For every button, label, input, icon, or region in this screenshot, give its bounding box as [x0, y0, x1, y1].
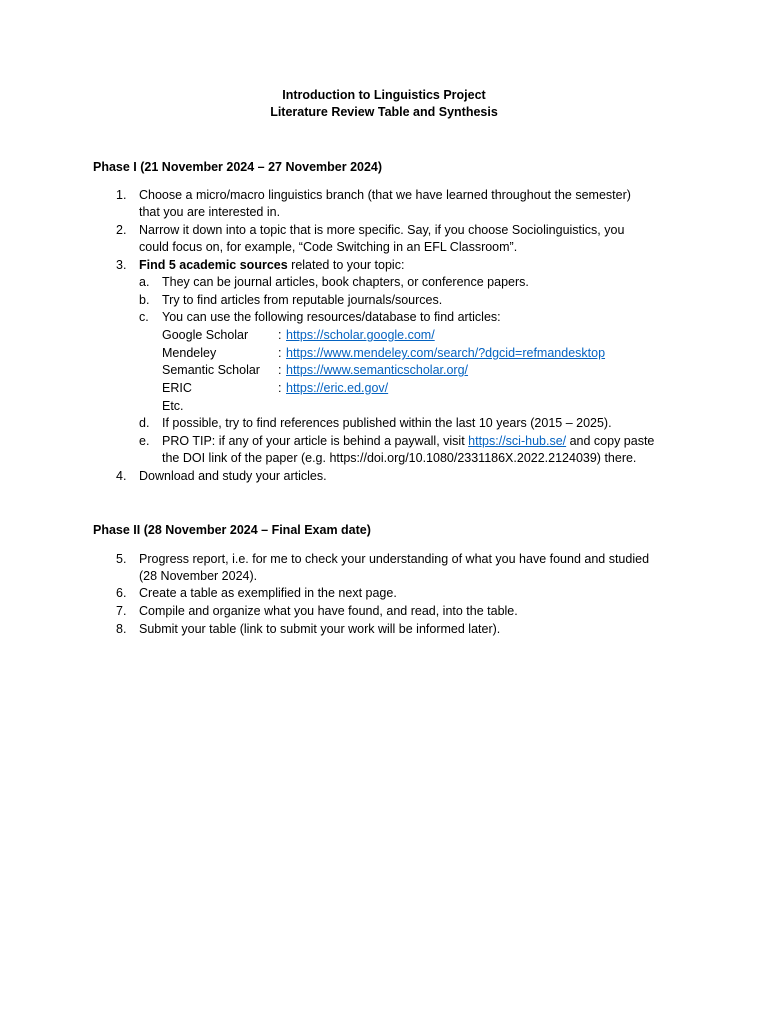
sub-item-text: the DOI link of the paper (e.g. https://doi.org/10.1080/2331186X.2022.2124039) there. [162, 451, 637, 465]
item-number: 4. [116, 469, 127, 483]
resource-etc: Etc. [162, 399, 184, 413]
resource-name: Semantic Scholar [162, 363, 260, 377]
list-item-text: Compile and organize what you have found, and read, into the table. [139, 604, 518, 618]
sub-letter: d. [139, 416, 150, 430]
google-scholar-link[interactable]: https://scholar.google.com/ [286, 328, 435, 342]
resource-separator: : [278, 363, 282, 377]
phase1-heading: Phase I (21 November 2024 – 27 November 2024) [93, 160, 383, 174]
item-number: 5. [116, 552, 127, 566]
sub-letter: e. [139, 434, 150, 448]
list-item-rest: related to your topic: [287, 258, 405, 272]
list-item-text [139, 257, 404, 274]
item-number: 2. [116, 223, 127, 237]
semantic-scholar-link[interactable]: https://www.semanticscholar.org/ [286, 363, 469, 377]
resource-separator: : [278, 346, 282, 360]
resource-name: Mendeley [162, 346, 217, 360]
sub-item-text: You can use the following resources/database to find articles: [162, 310, 501, 324]
sub-item-text [162, 433, 654, 450]
list-item-text: Progress report, i.e. for me to check your understanding of what you have found and studied [139, 552, 650, 566]
list-item-text: Submit your table (link to submit your work will be informed later). [139, 622, 501, 636]
sub-letter: b. [139, 293, 150, 307]
list-item-text: could focus on, for example, “Code Switching in an EFL Classroom”. [139, 240, 518, 254]
item-number: 7. [116, 604, 127, 618]
mendeley-link[interactable]: https://www.mendeley.com/search/?dgcid=refmandesktop [286, 346, 606, 360]
item-number: 8. [116, 622, 127, 636]
resource-name: ERIC [162, 381, 192, 395]
list-item-text: Narrow it down into a topic that is more specific. Say, if you choose Sociolinguistics, you [139, 223, 625, 237]
resource-separator: : [278, 328, 282, 342]
list-item-text: (28 November 2024). [139, 569, 258, 583]
sub-item-text: If possible, try to find references published within the last 10 years (2015 – 2025). [162, 416, 612, 430]
sub-letter: a. [139, 275, 150, 289]
emphasis-text: Find 5 academic sources [139, 258, 288, 272]
document-title: Introduction to Linguistics Project [282, 88, 486, 102]
item-number: 3. [116, 258, 127, 272]
item-number: 1. [116, 188, 127, 202]
list-item-text: Download and study your articles. [139, 469, 327, 483]
sub-item-text: Try to find articles from reputable journals/sources. [162, 293, 443, 307]
list-item-text: Create a table as exemplified in the next page. [139, 586, 397, 600]
list-item-text: Choose a micro/macro linguistics branch (that we have learned throughout the semester) [139, 188, 631, 202]
document-subtitle: Literature Review Table and Synthesis [270, 105, 498, 119]
list-item-text: that you are interested in. [139, 205, 281, 219]
item-number: 6. [116, 586, 127, 600]
pro-tip-text: PRO TIP: if any of your article is behind a paywall, visit [162, 434, 469, 448]
pro-tip-rest: and copy paste [566, 434, 655, 448]
phase2-heading: Phase II (28 November 2024 – Final Exam date) [93, 523, 371, 537]
sub-letter: c. [139, 310, 149, 324]
resource-separator: : [278, 381, 282, 395]
eric-link[interactable]: https://eric.ed.gov/ [286, 381, 389, 395]
resource-name: Google Scholar [162, 328, 249, 342]
sub-item-text: They can be journal articles, book chapters, or conference papers. [162, 275, 529, 289]
sci-hub-link[interactable]: https://sci-hub.se/ [468, 434, 567, 448]
